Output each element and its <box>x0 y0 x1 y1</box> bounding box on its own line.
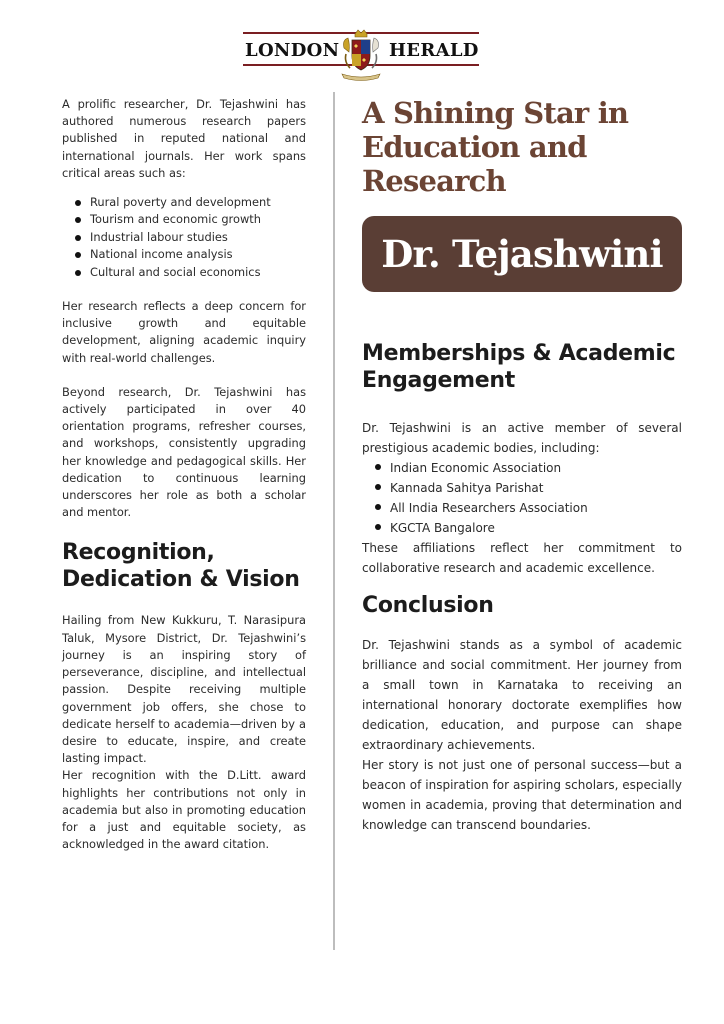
conclusion-paragraph-1: Dr. Tejashwini stands as a symbol of academic brilliance and social commitment. Her journey from a small town in Karnataka to receiving an international honorary doctorate exemplifies how dedication, education, and purpose can shape extraordinary achievements. <box>362 638 682 752</box>
article-headline: A Shining Star in Education and Research <box>362 96 629 198</box>
dlitt-paragraph: Her recognition with the D.Litt. award highlights her contributions not only in academia but also in promoting education for a just and equitable society, as acknowledged in the award citation. <box>62 768 306 852</box>
right-column <box>362 96 682 832</box>
list-item: Cultural and social economics <box>62 264 306 281</box>
memberships-heading: Memberships & Academic Engagement <box>362 341 676 393</box>
memberships-list <box>362 458 682 538</box>
list-item: Kannada Sahitya Parishat <box>362 478 682 498</box>
list-item: Tourism and economic growth <box>62 211 306 228</box>
memberships-outro: These affiliations reflect her commitment to collaborative research and academic excellence. <box>362 541 682 575</box>
beyond-research-paragraph: Beyond research, Dr. Tejashwini has actively participated in over 40 orientation programs, refresher courses, and workshops, consistently upgrading her knowledge and pedagogical skills. Her dedication to continuous learning underscores her role as both a scholar and mentor. <box>62 384 306 520</box>
recognition-heading: Recognition, Dedication & Vision <box>62 540 300 593</box>
intro-paragraph: A prolific researcher, Dr. Tejashwini has authored numerous research papers published in reputed national and international journals. Her work spans critical areas such as: <box>62 97 306 180</box>
masthead <box>0 26 724 86</box>
memberships-intro: Dr. Tejashwini is an active member of several prestigious academic bodies, including: <box>362 421 682 455</box>
list-item: KGCTA Bangalore <box>362 518 682 538</box>
list-item: National income analysis <box>62 246 306 263</box>
conclusion-paragraph-2: Her story is not just one of personal success—but a beacon of inspiration for aspiring scholars, especially women in academia, proving that determination and knowledge can transcend boundaries. <box>362 758 682 832</box>
concern-paragraph: Her research reflects a deep concern for inclusive growth and equitable development, aligning academic inquiry with real-world challenges. <box>62 299 306 365</box>
royal-coat-of-arms-icon <box>336 28 386 82</box>
name-banner <box>362 216 682 292</box>
right-body <box>362 340 682 835</box>
research-areas-list <box>62 194 306 281</box>
left-column <box>62 96 306 853</box>
conclusion-heading: Conclusion <box>362 593 494 618</box>
list-item: All India Researchers Association <box>362 498 682 518</box>
name-banner-text: Dr. Tejashwini <box>381 232 663 276</box>
column-divider <box>333 92 335 950</box>
list-item: Indian Economic Association <box>362 458 682 478</box>
list-item: Rural poverty and development <box>62 194 306 211</box>
list-item: Industrial labour studies <box>62 229 306 246</box>
hailing-paragraph: Hailing from New Kukkuru, T. Narasipura Taluk, Mysore District, Dr. Tejashwini’s journey is an inspiring story of perseverance, discipline, and intellectual passion. Despite receiving multiple government job offers, she chose to dedicate herself to academia—driven by a desire to educate, inspire, and create lasting impact. <box>62 613 306 766</box>
masthead-left-word: LONDON <box>245 40 340 61</box>
masthead-right-word: HERALD <box>389 40 479 61</box>
